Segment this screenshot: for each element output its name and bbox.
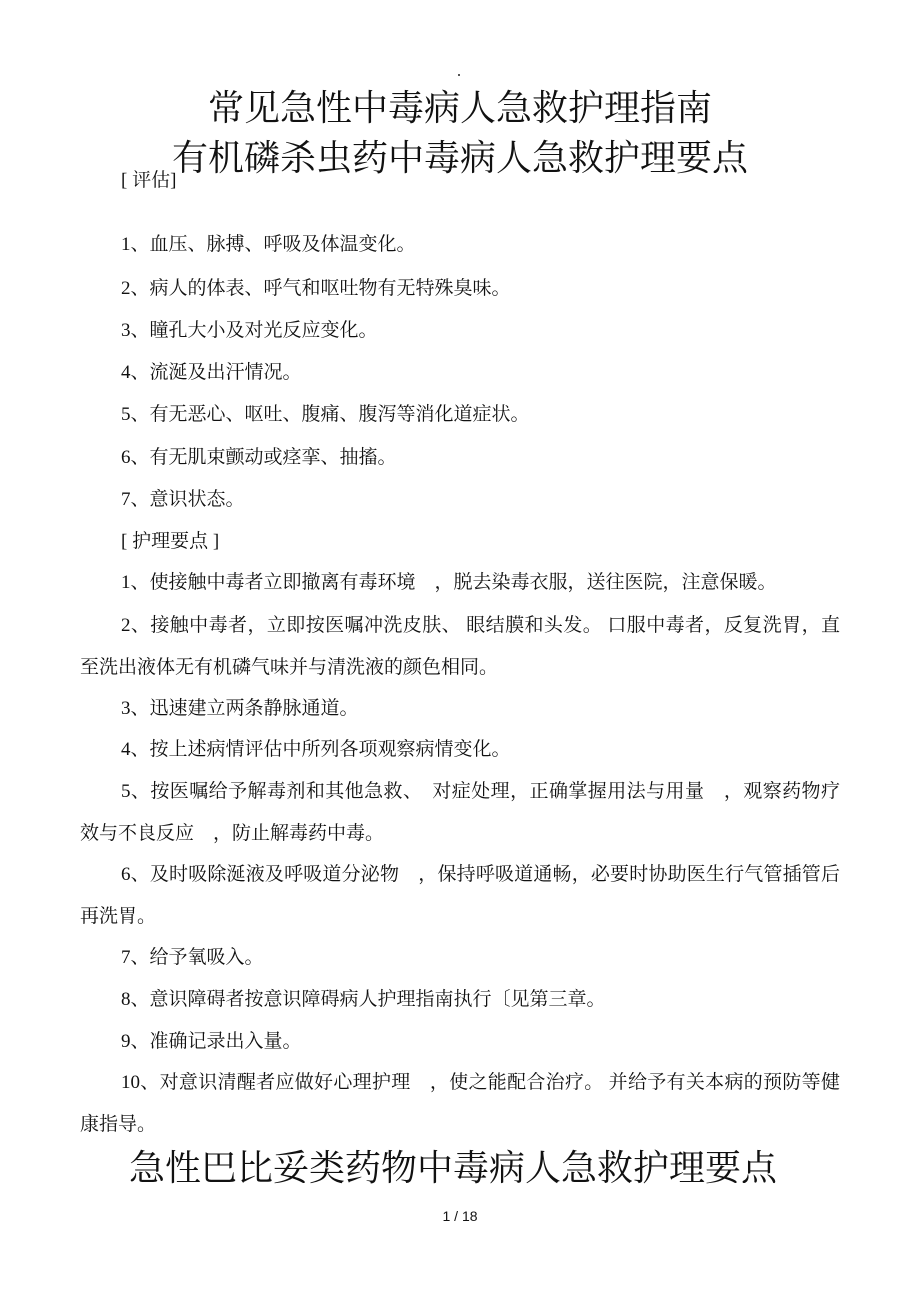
list-item: 5、按医嘱给予解毒剂和其他急救、 对症处理，正确掌握用法与用量 ，观察药物疗效与不良反应 ，防止解毒药中毒。 [80,781,840,844]
list-item: 7、意识状态。 [121,489,245,510]
page-mark [458,74,460,76]
list-item: 3、瞳孔大小及对光反应变化。 [121,320,378,341]
assessment-heading: [ 评估] [121,170,177,191]
list-item: 8、意识障碍者按意识障碍病人护理指南执行〔见第三章。 [121,989,606,1010]
list-item: 6、及时吸除涎液及呼吸道分泌物 ，保持呼吸道通畅，必要时协助医生行气管插管后再洗胃。 [80,864,840,927]
list-item: 2、病人的体表、呼气和呕吐物有无特殊臭味。 [121,278,511,299]
list-item: 3、迅速建立两条静脉通道。 [121,698,359,719]
list-item: 5、有无恶心、呕吐、腹痛、腹泻等消化道症状。 [121,404,530,425]
nursing-heading: [ 护理要点 ] [121,531,220,552]
list-item: 1、血压、脉搏、呼吸及体温变化。 [121,234,416,255]
list-item: 9、准确记录出入量。 [121,1031,302,1052]
section-title: 急性巴比妥类药物中毒病人急救护理要点 [128,1148,777,1188]
list-item: 7、给予氧吸入。 [121,947,264,968]
section-title: 有机磷杀虫药中毒病人急救护理要点 [171,138,748,178]
list-item: 10、对意识清醒者应做好心理护理 ，使之能配合治疗。 并给予有关本病的预防等健康指导。 [80,1072,840,1135]
list-item: 4、按上述病情评估中所列各项观察病情变化。 [121,739,511,760]
list-item: 1、使接触中毒者立即撤离有毒环境 ，脱去染毒衣服，送往医院，注意保暖。 [121,572,777,593]
document-title: 常见急性中毒病人急救护理指南 [207,88,712,128]
list-item: 2、接触中毒者，立即按医嘱冲洗皮肤、 眼结膜和头发。 口服中毒者，反复洗胃，直至洗出液体无有机磷气味并与清洗液的颜色相同。 [80,615,840,678]
list-item: 4、流涎及出汗情况。 [121,362,302,383]
list-item: 6、有无肌束颤动或痉挛、抽搐。 [121,447,397,468]
page-number: 1 / 18 [442,1208,478,1224]
